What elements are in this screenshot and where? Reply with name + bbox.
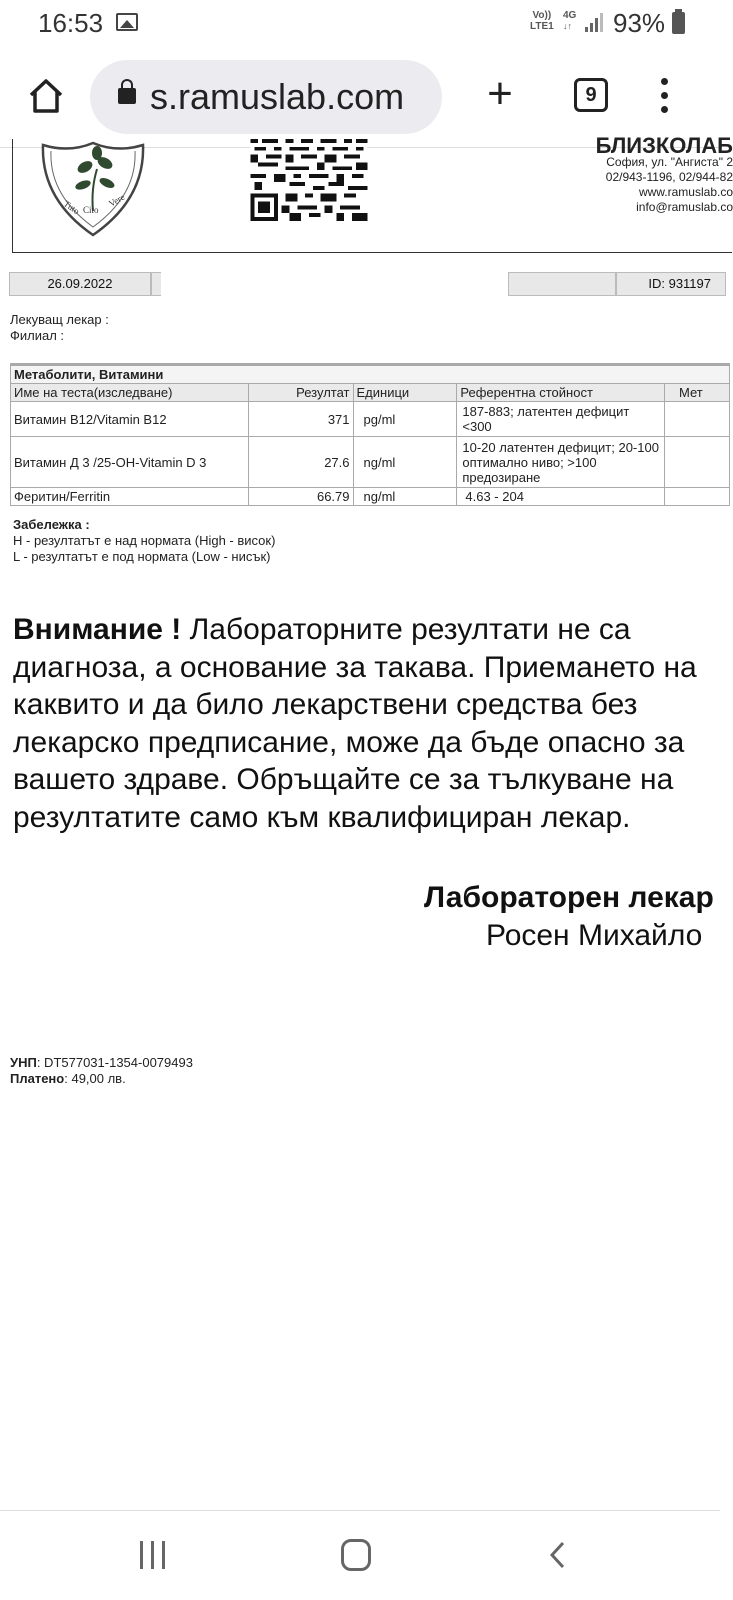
recent-apps-button[interactable] — [140, 1541, 170, 1569]
unp-value: : DT577031-1354-0079493 — [36, 1055, 193, 1070]
row-test: Феритин/Ferritin — [11, 488, 249, 506]
row-test: Витамин B12/Vitamin B12 — [11, 402, 249, 437]
gallery-icon — [116, 13, 138, 31]
row-units: pg/ml — [353, 402, 457, 437]
table-row — [11, 402, 730, 437]
lte-label: LTE1 — [530, 21, 554, 32]
warning-body: Лабораторните резултати не са диагноза, а основание за такава. Приемането на каквито и да било лекарствени средства без лекарско предписание, може да бъде опасно за вашето здраве. Обръщайте се за тълкуване на резултатите само към квалифициран лекар. — [13, 613, 697, 834]
col-result: Резултат — [248, 384, 353, 402]
paid-line — [10, 1071, 193, 1087]
lab-name-cropped: БЛИЗКОЛАБ — [595, 133, 733, 158]
section-header — [11, 365, 730, 384]
home-button[interactable] — [26, 76, 66, 116]
col-test: Име на теста(изследване) — [11, 384, 249, 402]
branch-label: Филиал : — [10, 328, 65, 343]
table-header-row — [11, 384, 730, 402]
signal-icon — [585, 12, 607, 32]
row-method — [665, 488, 730, 506]
row-test: Витамин Д 3 /25-OH-Vitamin D 3 — [11, 437, 249, 488]
back-icon — [548, 1541, 568, 1569]
lab-report-page — [0, 133, 733, 1510]
unp-line — [10, 1055, 193, 1071]
empty-info-cell — [508, 272, 616, 296]
lab-contact-block — [533, 135, 733, 215]
row-units: ng/ml — [353, 488, 457, 506]
note-block — [13, 517, 275, 565]
report-header — [12, 133, 733, 253]
report-id: ID: 931197 — [616, 272, 726, 296]
battery-percentage: 93% — [613, 8, 666, 38]
system-nav-bar — [0, 1510, 720, 1600]
row-method — [665, 437, 730, 488]
net-4g-label: 4G ↓↑ — [563, 10, 577, 31]
row-reference: 4.63 - 204 — [457, 488, 665, 506]
lab-logo — [37, 139, 149, 239]
signature-name: Росен Михайло — [486, 919, 703, 952]
qr-code — [249, 139, 369, 221]
doctor-label: Лекуващ лекар : — [10, 312, 109, 327]
note-low: L - резултатът е под нормата (Low - нисък) — [13, 549, 271, 564]
svg-text:Vere: Vere — [107, 191, 127, 209]
svg-text:Cito: Cito — [83, 205, 99, 215]
address-bar[interactable] — [90, 60, 442, 134]
note-title: Забележка : — [13, 517, 90, 532]
url-text: s.ramuslab.com — [150, 76, 405, 117]
paid-value: : 49,00 лв. — [64, 1071, 126, 1086]
row-units: ng/ml — [353, 437, 457, 488]
tab-switcher-button[interactable]: 9 — [574, 78, 608, 112]
note-high: H - резултатът е над нормата (High - висок) — [13, 533, 276, 548]
new-tab-button[interactable]: + — [487, 69, 513, 118]
row-result: 27.6 — [248, 437, 353, 488]
row-method — [665, 402, 730, 437]
table-row — [11, 488, 730, 506]
lab-address: София, ул. "Ангиста" 2 — [606, 155, 733, 169]
row-reference: 10-20 латентен дефицит; 20-100 оптимално ниво; >100 предозиране — [457, 437, 665, 488]
home-nav-button[interactable] — [341, 1539, 371, 1571]
results-table — [10, 363, 730, 506]
lab-email[interactable]: info@ramuslab.co — [636, 200, 733, 214]
table-row — [11, 437, 730, 488]
signature-title: Лабораторен лекар — [424, 881, 714, 914]
row-result: 371 — [248, 402, 353, 437]
svg-text:Tuto: Tuto — [61, 198, 82, 217]
col-method: Мет — [665, 384, 730, 402]
warning-title: Внимание ! — [13, 613, 182, 646]
lab-phones: 02/943-1196, 02/944-82 — [605, 170, 733, 184]
row-result: 66.79 — [248, 488, 353, 506]
lab-website[interactable]: www.ramuslab.co — [638, 185, 733, 199]
lock-icon — [118, 88, 136, 104]
row-reference: 187-883; латентен дефицит <300 — [457, 402, 665, 437]
back-button[interactable] — [548, 1541, 568, 1569]
network-label — [530, 10, 554, 32]
unp-label: УНП — [10, 1055, 37, 1070]
col-reference: Референтна стойност — [457, 384, 665, 402]
col-units: Единици — [353, 384, 457, 402]
volte-label: Vo)) — [532, 10, 552, 21]
warning-text — [13, 611, 733, 836]
home-icon — [26, 76, 66, 116]
report-date: 26.09.2022 — [9, 272, 151, 296]
status-time: 16:53 — [38, 8, 104, 38]
payment-info — [10, 1055, 193, 1087]
status-bar — [0, 0, 720, 48]
more-menu-button[interactable] — [656, 76, 672, 116]
battery-icon — [672, 12, 685, 34]
paid-label: Платено — [10, 1071, 65, 1086]
date-cell-edge — [151, 272, 161, 296]
section-title: Метаболити, Витамини — [11, 365, 730, 384]
